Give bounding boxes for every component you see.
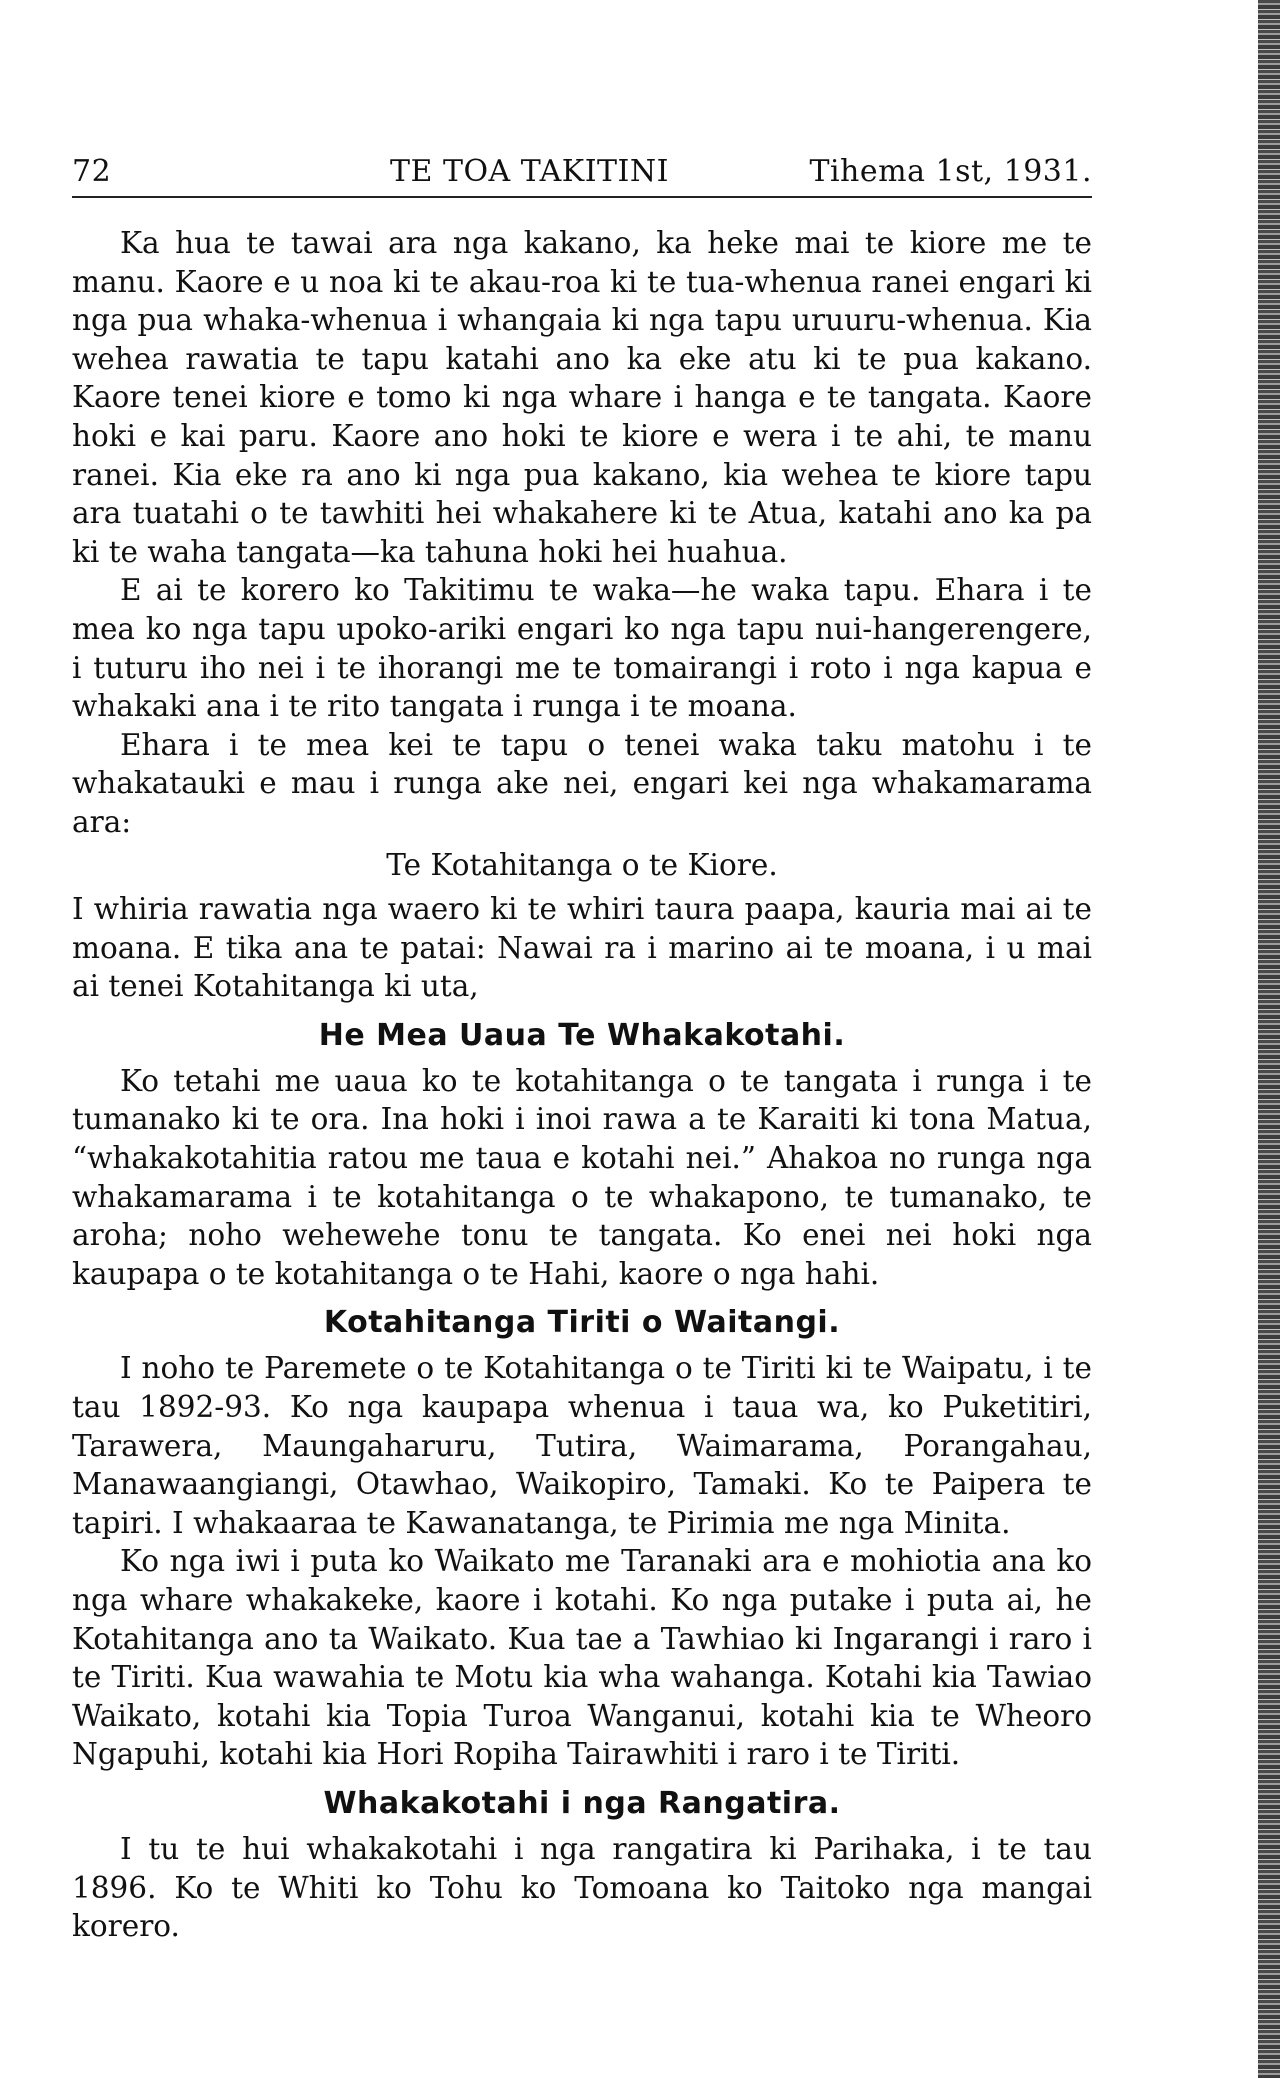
section-heading: He Mea Uaua Te Whakakotahi. <box>318 1017 846 1053</box>
running-head <box>72 148 1092 198</box>
page-number: 72 <box>72 154 112 189</box>
page <box>72 148 1092 1946</box>
paragraph: I whiria rawatia nga waero ki te whiri taura paapa, kauria mai ai te moana. E tika ana te patai: Nawai ra i marino ai te moana, i u mai ai tenei Kotahitanga ki uta, <box>72 892 1092 1004</box>
journal-title: TE TOA TAKITINI <box>390 154 670 189</box>
paragraph: Ehara i te mea kei te tapu o tenei waka taku matohu i te whakatauki e mau i runga ake nei, engari kei nga whakamarama ara: <box>72 727 1092 839</box>
paragraph: Ko tetahi me uaua ko te kotahitanga o te tangata i runga i te tumanako ki te ora. Ina hoki i inoi rawa a te Karaiti ki tona Matua, “whakakotahitia ratou me taua e kotahi nei.” Ahakoa no runga nga whakamarama i te kotahitanga o te whakapono, te tumanako, te aroha; noho wehewehe tonu te tangata. Ko enei nei hoki nga kaupapa o te kotahitanga o te Hahi, kaore o nga hahi. <box>72 1063 1092 1291</box>
scan-edge <box>1258 0 1280 2078</box>
issue-date: Tihema 1st, 1931. <box>809 154 1092 189</box>
paragraph: I noho te Paremete o te Kotahitanga o te Tiriti ki te Waipatu, i te tau 1892-93. Ko nga kaupapa whenua i taua wa, ko Puketitiri, Tarawera, Maungaharuru, Tutira, Waimarama, Porangahau, Manawaangiangi, Otawhao, Waikopiro, Tamaki. Ko te Paipera te tapiri. I whakaaraa te Kawanatanga, te Pirimia me nga Minita. <box>72 1351 1092 1540</box>
paragraph: Ko nga iwi i puta ko Waikato me Taranaki ara e mohiotia ana ko nga whare whakakeke, kaore i kotahi. Ko nga putake i puta ai, he Kotahitanga ano ta Waikato. Kua tae a Tawhiao ki Ingarangi i raro i te Tiriti. Kua wawahia te Motu kia wha wahanga. Kotahi kia Tawiao Waikato, kotahi kia Topia Turoa Wanganui, kotahi kia te Wheoro Ngapuhi, kotahi kia Hori Ropiha Tairawhiti i raro i te Tiriti. <box>72 1544 1092 1772</box>
section-heading: Whakakotahi i nga Rangatira. <box>323 1785 841 1821</box>
paragraph: E ai te korero ko Takitimu te waka—he waka tapu. Ehara i te mea ko nga tapu upoko-ariki engari ko nga tapu nui-hangerengere, i tuturu iho nei i te ihorangi me te tomairangi i roto i nga kapua e whakaki ana i te rito tangata i runga i te moana. <box>72 573 1092 724</box>
motto: Te Kotahitanga o te Kiore. <box>386 847 778 882</box>
paragraph: I tu te hui whakakotahi i nga rangatira ki Parihaka, i te tau 1896. Ko te Whiti ko Tohu ko Tomoana ko Taitoko nga mangai korero. <box>72 1831 1092 1944</box>
paragraph: Ka hua te tawai ara nga kakano, ka heke mai te kiore me te manu. Kaore e u noa ki te akau-roa ki te tua-whenua ranei engari ki nga pua whaka-whenua i whangaia ki nga tapu uruuru-whenua. Kia wehea rawatia te tapu katahi ano ka eke atu ki te pua kakano. Kaore tenei kiore e tomo ki nga whare i hanga e te tangata. Kaore hoki e kai paru. Kaore ano hoki te kiore e wera i te ahi, te manu ranei. Kia eke ra ano ki nga pua kakano, kia wehea te kiore tapu ara tuatahi o te tawhiti hei whakahere ki te Atua, katahi ano ka pa ki te waha tangata—ka tahuna hoki hei huahua. <box>72 226 1092 569</box>
section-heading: Kotahitanga Tiriti o Waitangi. <box>323 1305 841 1341</box>
